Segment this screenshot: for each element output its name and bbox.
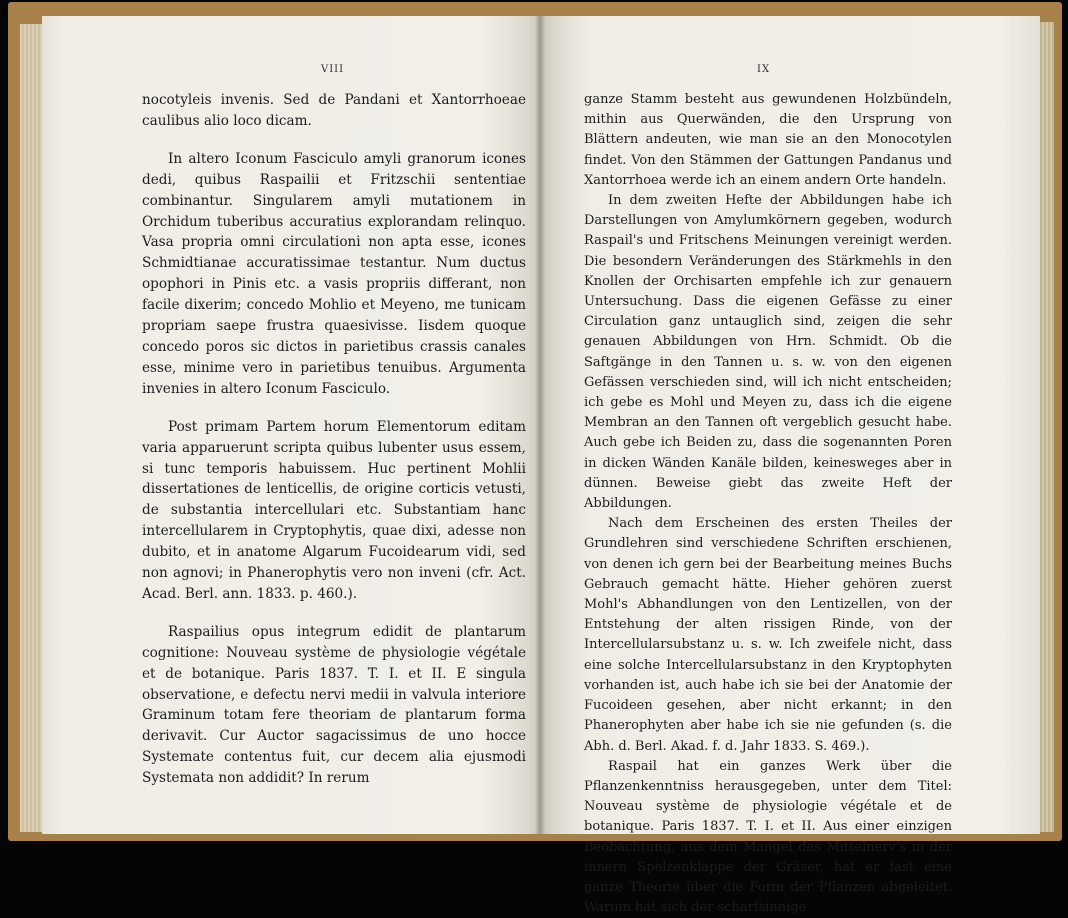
page-number: IX bbox=[757, 64, 771, 75]
left-page-edges bbox=[20, 24, 44, 832]
paragraph: Nach dem Erscheinen des ersten Theiles der Grundlehren sind verschiedene Schriften erschienen, von denen ich gern bei der Bearbeitung meines Buchs Gebrauch gemacht hätte. Hieher gehören zuerst Mohl's Abhandlungen von den Lentizellen, von der Entstehung der alten rissigen Rinde, von der Intercellularsubstanz u. s. w. Ich zweifele nicht, dass eine solche Intercellularsubstanz in den Kryptophyten vorhanden ist, auch habe ich sie bei der Anatomie der Fucoideen gesehen, aber nicht erkannt; in den Phanerophyten aber habe ich sie nie gefunden (s. die Abh. d. Berl. Akad. f. d. Jahr 1833. S. 469.). bbox=[584, 516, 952, 754]
left-page bbox=[42, 16, 540, 834]
paragraph: nocotyleis invenis. Sed de Pandani et Xantorrhoeae caulibus alio loco dicam. bbox=[142, 92, 526, 129]
right-page bbox=[540, 16, 1040, 916]
left-page-text bbox=[142, 90, 526, 789]
paragraph: Post primam Partem horum Elementorum editam varia apparuerunt scripta quibus lubenter usus essem, si tunc temporis habuissem. Huc pertinent Mohlii dissertationes de lenticellis, de origine corticis vetusti, de substantia intercellulari etc. Substantiam hanc intercellularem in Cryptophytis, quae dixi, adesse non dubito, et in anatome Algarum Fucoidearum vidi, sed non agnovi; in Phanerophytis vero non inveni (cfr. Act. Acad. Berl. ann. 1833. p. 460.). bbox=[142, 418, 526, 602]
paragraph: ganze Stamm besteht aus gewundenen Holzbündeln, mithin aus Querwänden, die den Ursprung von Blättern andeuten, wie man sie an den Monocotylen findet. Von den Stämmen der Gattungen Pandanus und Xantorrhoea werde ich an einem andern Orte handeln. bbox=[584, 92, 952, 188]
book-gutter bbox=[535, 16, 545, 834]
right-page-edges bbox=[1038, 22, 1054, 832]
paragraph: In dem zweiten Hefte der Abbildungen habe ich Darstellungen von Amylumkörnern gegeben, wodurch Raspail's und Fritschens Meinungen vereinigt werden. Die besondern Veränderungen des Stärkmehls in den Knollen der Orchisarten empfehle ich zur genauern Untersuchung. Dass die eigenen Gefässe zu einer Circulation ganz untauglich sind, zeigen die sehr genauen Abbildungen von Hrn. Schmidt. Ob die Saftgänge in den Tannen u. s. w. von den eigenen Gefässen verschieden sind, will ich nicht entscheiden; ich gebe es Mohl und Meyen zu, dass ich die eigene Membran an den Tannen oft vergeblich gesucht habe. Auch gebe ich Beiden zu, dass die sogenannten Poren in dicken Wänden Kanäle bilden, keinesweges aber in dünnen. Beweise giebt das zweite Heft der Abbildungen. bbox=[584, 193, 952, 512]
page-number: VIII bbox=[321, 64, 345, 75]
paragraph: In altero Iconum Fasciculo amyli granorum icones dedi, quibus Raspailii et Fritzschii sententiae combinantur. Singularem amyli mutationem in Orchidum tuberibus accuratius explorandam relinquo. Vasa propria omni circulationi non apta esse, icones Schmidtianae accuratissimae testantur. Num ductus opophori in Pinis etc. a vasis propriis differant, non facile dixerim; concedo Mohlio et Meyeno, me tunicam propriam saepe frustra quaesivisse. Iisdem quoque concedo poros sic dictos in parietibus crassis canales esse, minime vero in parietibus tenuibus. Argumenta invenies in altero Iconum Fasciculo. bbox=[142, 150, 526, 397]
right-page-text bbox=[584, 90, 952, 918]
paragraph: Raspail hat ein ganzes Werk über die Pflanzenkenntniss herausgegeben, unter dem Titel: Nouveau système de physiologie végétale et de botanique. Paris 1837. T. I. et II. Aus einer einzigen Beobachtung, aus dem Mangel des Mittelnerv's in der innern Spelzenklappe der Gräser, hat er fast eine ganze Theorie über die Form der Pflanzen abgeleitet. Warum hat sich der scharfsinnige bbox=[584, 758, 952, 916]
paragraph: Raspailius opus integrum edidit de plantarum cognitione: Nouveau système de physiologie végétale et de botanique. Paris 1837. T. I. et II. E singula observatione, e defectu nervi medii in valvula interiore Graminum totam fere theoriam de plantarum forma derivavit. Cur Auctor sagacissimus de uno hocce Systemate contentus fuit, cur decem alia ejusmodi Systemata non addidit? In rerum bbox=[142, 623, 526, 787]
